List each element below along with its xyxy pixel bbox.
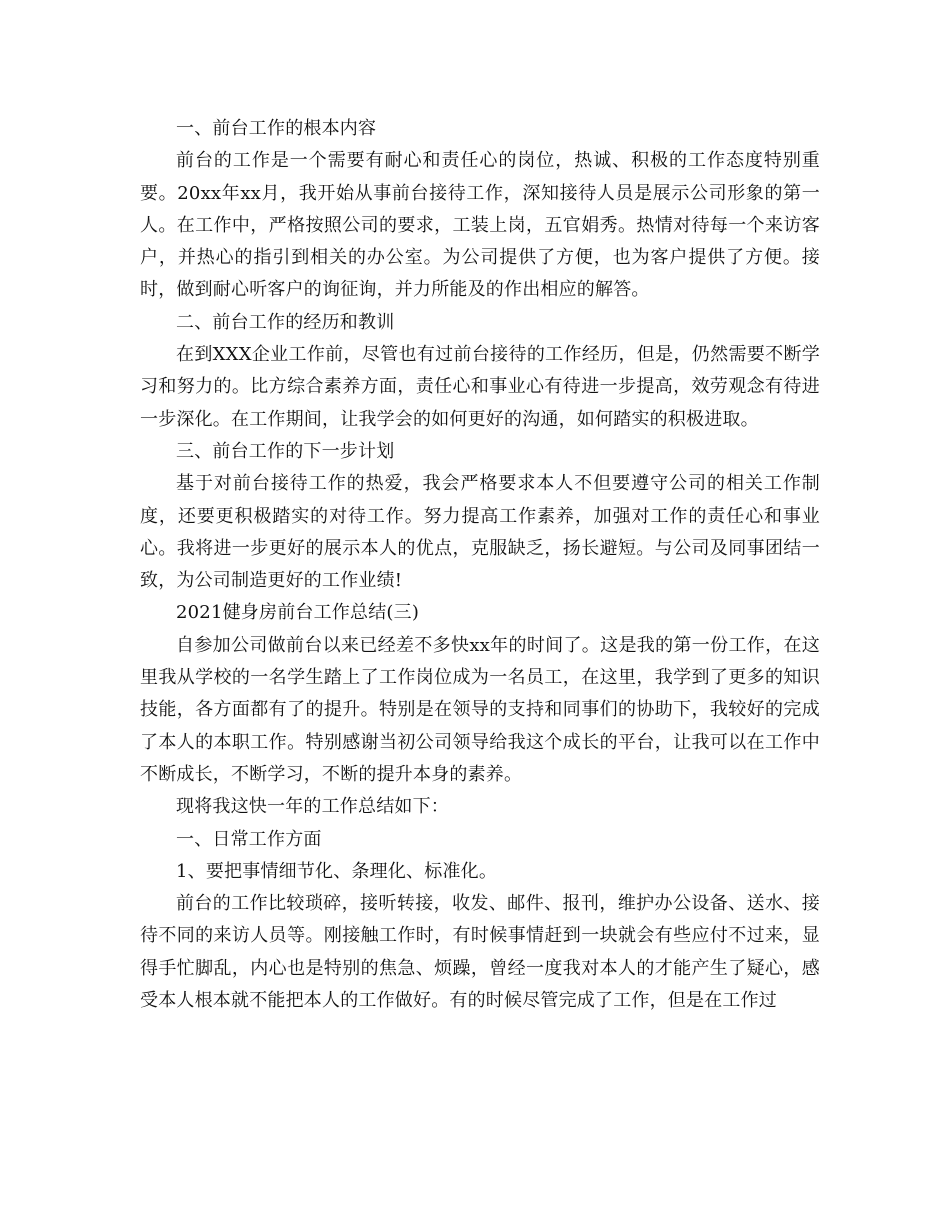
paragraph: 现将我这快一年的工作总结如下： bbox=[176, 796, 449, 818]
paragraph: 前台的工作是一个需要有耐心和责任心的岗位，热诚、积极的工作态度特别重要。20xx年xx月，我开始从事前台接待工作，深知接待人员是展示公司形象的第一人。在工作中，严格按照公司的要求，工装上岗，五官娟秀。热情对待每一个来访客户，并热心的指引到相关的办公室。为公司提供了方便，也为客户提供了方便。接时，做到耐心听客户的询征询，并力所能及的作出相应的解答。 bbox=[140, 150, 820, 301]
paragraph: 自参加公司做前台以来已经差不多快xx年的时间了。这是我的第一份工作，在这里我从学校的一名学生踏上了工作岗位成为一名员工，在这里，我学到了更多的知识技能，各方面都有了的提升。特别是在领导的支持和同事们的协助下，我较好的完成了本人的本职工作。特别感谢当初公司领导给我这个成长的平台，让我可以在工作中不断成长，不断学习，不断的提升本身的素养。 bbox=[140, 634, 820, 785]
paragraph: 基于对前台接待工作的热爱，我会严格要求本人不但要遵守公司的相关工作制度，还要更积极踏实的对待工作。努力提高工作素养，加强对工作的责任心和事业心。我将进一步更好的展示本人的优点，克服缺乏，扬长避短。与公司及同事团结一致，为公司制造更好的工作业绩! bbox=[140, 473, 820, 592]
section-heading-4: 一、日常工作方面 bbox=[176, 828, 322, 850]
section-heading-1: 一、前台工作的根本内容 bbox=[176, 118, 377, 139]
document-body bbox=[140, 113, 820, 1017]
section-heading-2: 二、前台工作的经历和教训 bbox=[176, 311, 395, 333]
paragraph: 在到XXX企业工作前，尽管也有过前台接待的工作经历，但是，仍然需要不断学习和努力的。比方综合素养方面，责任心和事业心有待进一步提高，效劳观念有待进一步深化。在工作期间，让我学会的如何更好的沟通，如何踏实的积极进取。 bbox=[140, 344, 820, 430]
paragraph: 前台的工作比较琐碎，接听转接，收发、邮件、报刊，维护办公设备、送水、接待不同的来访人员等。刚接触工作时，有时候事情赶到一块就会有些应付不过来，显得手忙脚乱，内心也是特别的焦急、烦躁，曾经一度我对本人的才能产生了疑心，感受本人根本就不能把本人的工作做好。有的时候尽管完成了工作，但是在工作过 bbox=[140, 893, 820, 1012]
sub-heading: 1、要把事情细节化、条理化、标准化。 bbox=[176, 860, 498, 882]
section-heading-3: 三、前台工作的下一步计划 bbox=[176, 440, 395, 462]
article-title: 2021健身房前台工作总结(三) bbox=[176, 602, 420, 624]
